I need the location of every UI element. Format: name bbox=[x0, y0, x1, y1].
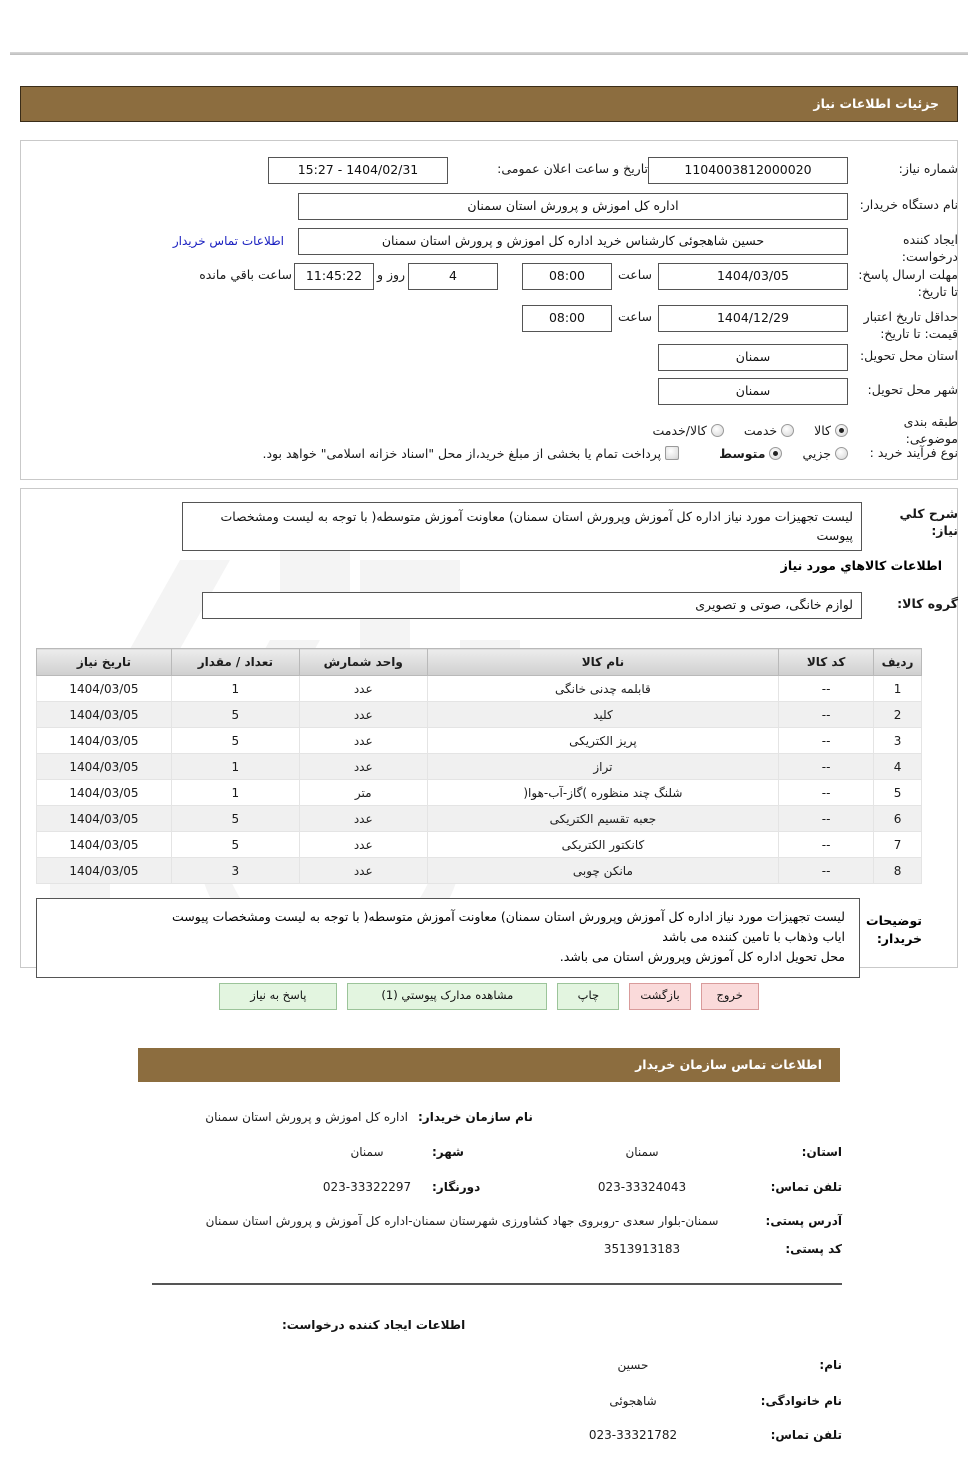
cell-row: 2 bbox=[874, 702, 922, 728]
process-option-jozi[interactable] bbox=[802, 446, 848, 461]
treasury-checkbox[interactable] bbox=[665, 446, 679, 460]
need-summary-label: شرح کلي نیاز: bbox=[899, 506, 958, 538]
treasury-checkbox-label: پرداخت تمام یا بخشی از مبلغ خرید،از محل "اسناد خزانه اسلامی" خواهد بود. bbox=[262, 445, 662, 461]
row-creator bbox=[20, 228, 958, 266]
cell-row: 1 bbox=[874, 676, 922, 702]
goods-group-label: گروه کالا: bbox=[897, 596, 958, 611]
contact-org-value: اداره کل اموزش و پرورش استان سمنان bbox=[205, 1110, 408, 1124]
cell-date: 1404/03/05 bbox=[37, 676, 172, 702]
deadline-hour: 08:00 bbox=[522, 263, 612, 290]
cell-unit: عدد bbox=[299, 806, 427, 832]
action-buttons bbox=[0, 983, 978, 1010]
radio-khedmat[interactable] bbox=[781, 424, 794, 437]
buyer-notes-line-2: ایاب وذهاب با تامین کننده می باشد bbox=[662, 929, 845, 944]
row-province bbox=[20, 344, 958, 371]
respond-to-need-button[interactable]: پاسخ به نیاز bbox=[219, 983, 337, 1010]
cell-row: 4 bbox=[874, 754, 922, 780]
col-name: نام کالا bbox=[427, 649, 778, 676]
row-need-number bbox=[20, 157, 958, 184]
items-table-header-row bbox=[37, 649, 922, 676]
cell-date: 1404/03/05 bbox=[37, 858, 172, 884]
treasury-checkbox-group[interactable] bbox=[263, 446, 680, 461]
cell-code: -- bbox=[779, 780, 874, 806]
cell-date: 1404/03/05 bbox=[37, 806, 172, 832]
table-row[interactable] bbox=[37, 754, 922, 780]
cell-name: تراز bbox=[427, 754, 778, 780]
items-heading: اطلاعات کالاهاي مورد نیاز bbox=[780, 558, 942, 573]
creator-section-heading: اطلاعات ایجاد کننده درخواست: bbox=[282, 1318, 466, 1332]
cell-name: قابلمه چدنی خانگی bbox=[427, 676, 778, 702]
cell-name: کانکتور الکتریکی bbox=[427, 832, 778, 858]
cell-qty: 1 bbox=[171, 754, 299, 780]
table-row[interactable] bbox=[37, 780, 922, 806]
col-row: ردیف bbox=[874, 649, 922, 676]
cell-code: -- bbox=[779, 702, 874, 728]
contact-phone-row bbox=[152, 1180, 842, 1194]
contact-postal-row bbox=[152, 1242, 842, 1256]
table-row[interactable] bbox=[37, 676, 922, 702]
buyer-notes-line-3: محل تحویل اداره کل آموزش وپرورش استان می باشد. bbox=[559, 949, 845, 964]
contact-province-value: سمنان bbox=[625, 1145, 659, 1159]
items-table-body bbox=[37, 676, 922, 884]
row-category bbox=[20, 414, 958, 448]
creator-firstname-row bbox=[152, 1358, 842, 1372]
cell-row: 3 bbox=[874, 728, 922, 754]
row-deadline bbox=[20, 263, 958, 301]
cell-code: -- bbox=[779, 806, 874, 832]
contact-address-row bbox=[152, 1214, 842, 1228]
cell-qty: 1 bbox=[171, 780, 299, 806]
validity-hour-label: ساعت bbox=[617, 309, 652, 324]
remaining-days: 4 bbox=[408, 263, 498, 290]
validity-label: حداقل تاریخ اعتبار قیمت: تا تاریخ: bbox=[863, 309, 958, 341]
cell-name: پریز الکتریکی bbox=[427, 728, 778, 754]
top-divider bbox=[10, 52, 968, 55]
remaining-time-label: ساعت باقي مانده bbox=[199, 267, 292, 282]
radio-kala[interactable] bbox=[835, 424, 848, 437]
cell-qty: 5 bbox=[171, 728, 299, 754]
cell-qty: 1 bbox=[171, 676, 299, 702]
contact-fax-label: دورنگار: bbox=[432, 1180, 481, 1194]
col-qty: تعداد / مقدار bbox=[171, 649, 299, 676]
buyer-notes bbox=[36, 898, 922, 978]
buyer-notes-box bbox=[36, 898, 860, 978]
contact-address-label: آدرس پستی: bbox=[765, 1214, 842, 1228]
cell-row: 6 bbox=[874, 806, 922, 832]
radio-kala-khedmat[interactable] bbox=[711, 424, 724, 437]
cell-date: 1404/03/05 bbox=[37, 702, 172, 728]
cell-name: جعبه تقسیم الکتریکی bbox=[427, 806, 778, 832]
col-code: کد کالا bbox=[779, 649, 874, 676]
contact-location-row bbox=[152, 1145, 842, 1159]
buyer-notes-line-1: لیست تجهیزات مورد نیاز اداره کل آموزش وپرورش استان سمنان) معاونت آموزش متوسطه( با توجه به لیست ومشخصات پیوست bbox=[172, 909, 845, 924]
cell-qty: 5 bbox=[171, 702, 299, 728]
remaining-days-label: روز و bbox=[376, 267, 406, 282]
contact-phone-value: 023-33324043 bbox=[597, 1180, 687, 1194]
validity-date: 1404/12/29 bbox=[658, 305, 848, 332]
deadline-hour-label: ساعت bbox=[617, 267, 652, 282]
process-option-jozi-label: جزيي bbox=[802, 445, 831, 461]
category-option-kala[interactable] bbox=[814, 423, 848, 438]
goods-group-value: لوازم خانگی، صوتی و تصویری bbox=[202, 592, 862, 619]
cell-name: مانکن چوبی bbox=[427, 858, 778, 884]
cell-unit: عدد bbox=[299, 754, 427, 780]
process-option-motavaset[interactable] bbox=[719, 446, 782, 461]
cell-date: 1404/03/05 bbox=[37, 780, 172, 806]
cell-code: -- bbox=[779, 676, 874, 702]
row-need-summary bbox=[20, 502, 958, 551]
items-table bbox=[36, 648, 922, 884]
cell-unit: عدد bbox=[299, 832, 427, 858]
creator-label: ایجاد کننده درخواست: bbox=[901, 232, 958, 264]
buyer-notes-label: توضیحات خریدار: bbox=[866, 913, 922, 947]
category-label: طبقه بندی موضوعی: bbox=[903, 414, 958, 446]
buyer-org-label: نام دستگاه خریدار: bbox=[859, 197, 958, 212]
contact-postal-label: کد پستی: bbox=[785, 1242, 842, 1256]
cell-unit: عدد bbox=[299, 728, 427, 754]
remaining-time: 11:45:22 bbox=[294, 263, 374, 290]
announce-label: تاریخ و ساعت اعلان عمومی: bbox=[497, 161, 648, 176]
contact-city-value: سمنان bbox=[350, 1145, 384, 1159]
creator-phone-label: تلفن تماس: bbox=[770, 1428, 842, 1442]
need-number-value: 1104003812000020 bbox=[648, 157, 848, 184]
row-goods-group bbox=[20, 592, 958, 619]
need-summary-value: لیست تجهیزات مورد نیاز اداره کل آموزش وپرورش استان سمنان) معاونت آموزش متوسطه( با توجه به لیست ومشخصات پیوست bbox=[182, 502, 862, 551]
radio-motavaset[interactable] bbox=[769, 447, 782, 460]
cell-qty: 5 bbox=[171, 832, 299, 858]
cell-row: 7 bbox=[874, 832, 922, 858]
cell-qty: 5 bbox=[171, 806, 299, 832]
cell-row: 8 bbox=[874, 858, 922, 884]
row-buyer-org bbox=[20, 193, 958, 220]
cell-date: 1404/03/05 bbox=[37, 754, 172, 780]
creator-section-heading-row bbox=[152, 1318, 842, 1332]
contact-city-label: شهر: bbox=[432, 1145, 464, 1159]
col-unit: واحد شمارش bbox=[299, 649, 427, 676]
need-number-label: شماره نیاز: bbox=[898, 161, 958, 176]
cell-code: -- bbox=[779, 858, 874, 884]
radio-jozi[interactable] bbox=[835, 447, 848, 460]
deadline-label: مهلت ارسال پاسخ: تا تاریخ: bbox=[858, 267, 958, 299]
creator-firstname-label: نام: bbox=[819, 1358, 842, 1372]
contact-org-label: نام سازمان خریدار: bbox=[418, 1110, 533, 1124]
cell-unit: عدد bbox=[299, 676, 427, 702]
cell-unit: متر bbox=[299, 780, 427, 806]
row-city bbox=[20, 378, 958, 405]
back-button[interactable]: بازگشت bbox=[629, 983, 690, 1010]
exit-button[interactable]: خروج bbox=[701, 983, 759, 1010]
cell-date: 1404/03/05 bbox=[37, 728, 172, 754]
category-option-khedmat[interactable] bbox=[744, 423, 794, 438]
buyer-contact-link[interactable]: اطلاعات تماس خریدار bbox=[172, 234, 284, 248]
table-row[interactable] bbox=[37, 858, 922, 884]
creator-value: حسین شاهجوئی کارشناس خرید اداره کل اموزش و پرورش استان سمنان bbox=[298, 228, 848, 255]
province-value: سمنان bbox=[658, 344, 848, 371]
view-attachments-button[interactable]: مشاهده مدارک پیوستي (1) bbox=[347, 983, 547, 1010]
cell-name: شلنگ چند منظوره )گاز-آب-هوا( bbox=[427, 780, 778, 806]
table-row[interactable] bbox=[37, 832, 922, 858]
category-option-khedmat-label: خدمت bbox=[743, 423, 778, 439]
city-value: سمنان bbox=[658, 378, 848, 405]
creator-phone-row bbox=[152, 1428, 842, 1442]
table-row[interactable] bbox=[37, 806, 922, 832]
category-option-kala-khedmat-label: کالا/خدمت bbox=[652, 423, 707, 439]
section-divider bbox=[152, 1283, 842, 1285]
deadline-date: 1404/03/05 bbox=[658, 263, 848, 290]
col-date: تاریخ نیاز bbox=[37, 649, 172, 676]
cell-unit: عدد bbox=[299, 702, 427, 728]
contact-org-row bbox=[152, 1110, 842, 1124]
buyer-org-value: اداره کل اموزش و پرورش استان سمنان bbox=[298, 193, 848, 220]
cell-code: -- bbox=[779, 728, 874, 754]
cell-row: 5 bbox=[874, 780, 922, 806]
creator-lastname-row bbox=[152, 1394, 842, 1408]
contact-section-title: اطلاعات تماس سازمان خریدار bbox=[138, 1048, 840, 1082]
cell-date: 1404/03/05 bbox=[37, 832, 172, 858]
page-title: جزئیات اطلاعات نیاز bbox=[20, 86, 958, 122]
cell-name: کلید bbox=[427, 702, 778, 728]
process-label: نوع فرآیند خرید : bbox=[869, 445, 958, 460]
creator-lastname-label: نام خانوادگی: bbox=[760, 1394, 842, 1408]
contact-province-label: استان: bbox=[801, 1145, 842, 1159]
province-label: استان محل تحویل: bbox=[859, 348, 958, 363]
cell-qty: 3 bbox=[171, 858, 299, 884]
row-validity bbox=[20, 305, 958, 343]
process-option-motavaset-label: متوسط bbox=[719, 445, 766, 461]
creator-firstname-value: حسین bbox=[617, 1358, 649, 1372]
category-option-kala-khedmat[interactable] bbox=[653, 423, 724, 438]
contact-phone-label: تلفن تماس: bbox=[770, 1180, 842, 1194]
creator-lastname-value: شاهجوئی bbox=[609, 1394, 657, 1408]
table-row[interactable] bbox=[37, 728, 922, 754]
cell-unit: عدد bbox=[299, 858, 427, 884]
cell-code: -- bbox=[779, 754, 874, 780]
validity-hour: 08:00 bbox=[522, 305, 612, 332]
contact-postal-value: 3513913183 bbox=[603, 1242, 681, 1256]
contact-address-value: سمنان-بلوار سعدی -روبروی جهاد کشاورزی شهرستان سمنان-اداره کل آموزش و پرورش استان سمنان bbox=[205, 1214, 719, 1228]
table-row[interactable] bbox=[37, 702, 922, 728]
cell-code: -- bbox=[779, 832, 874, 858]
announce-value: 1404/02/31 - 15:27 bbox=[268, 157, 448, 184]
contact-fax-value: 023-33322297 bbox=[322, 1180, 412, 1194]
city-label: شهر محل تحویل: bbox=[867, 382, 958, 397]
creator-phone-value: 023-33321782 bbox=[588, 1428, 678, 1442]
category-option-kala-label: کالا bbox=[814, 423, 831, 439]
print-button[interactable]: چاپ bbox=[557, 983, 619, 1010]
row-process-type bbox=[20, 445, 958, 462]
